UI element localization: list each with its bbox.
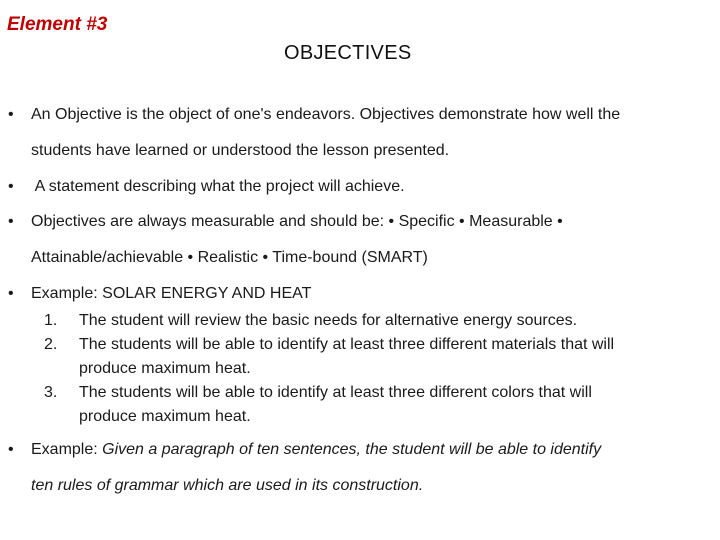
- example-grammar-italic-1: Given a paragraph of ten sentences, the student will be able to identify: [102, 441, 602, 458]
- bullet-icon: •: [8, 178, 14, 195]
- example-grammar-line-2: ten rules of grammar which are used in its construction.: [31, 477, 424, 494]
- list-item-number: 3.: [44, 384, 58, 401]
- objective-definition-line-2: students have learned or understood the lesson presented.: [31, 142, 450, 159]
- list-item-number: 1.: [44, 312, 58, 329]
- list-item-text: The student will review the basic needs for alternative energy sources.: [79, 312, 578, 329]
- bullet-icon: •: [8, 285, 14, 302]
- list-item-number: 2.: [44, 336, 58, 353]
- example-prefix: Example:: [31, 441, 103, 458]
- list-item-text: produce maximum heat.: [79, 360, 251, 377]
- smart-line-1: Objectives are always measurable and should be: • Specific • Measurable •: [31, 213, 563, 230]
- list-item-text: The students will be able to identify at least three different materials that will: [79, 336, 615, 353]
- example-solar-heading: Example: SOLAR ENERGY AND HEAT: [31, 285, 312, 302]
- example-grammar-line-1: [31, 441, 601, 459]
- slide-title: OBJECTIVES: [284, 42, 412, 64]
- bullet-icon: •: [8, 441, 14, 458]
- list-item-text: The students will be able to identify at least three different colors that will: [79, 384, 592, 401]
- list-item-text: produce maximum heat.: [79, 408, 251, 425]
- smart-line-2: Attainable/achievable • Realistic • Time-bound (SMART): [31, 249, 428, 266]
- objective-definition-line-1: An Objective is the object of one's endeavors. Objectives demonstrate how well the: [31, 106, 621, 123]
- element-label: Element #3: [7, 14, 108, 35]
- bullet-icon: •: [8, 213, 14, 230]
- bullet-icon: •: [8, 106, 14, 123]
- statement-line: A statement describing what the project will achieve.: [31, 178, 405, 195]
